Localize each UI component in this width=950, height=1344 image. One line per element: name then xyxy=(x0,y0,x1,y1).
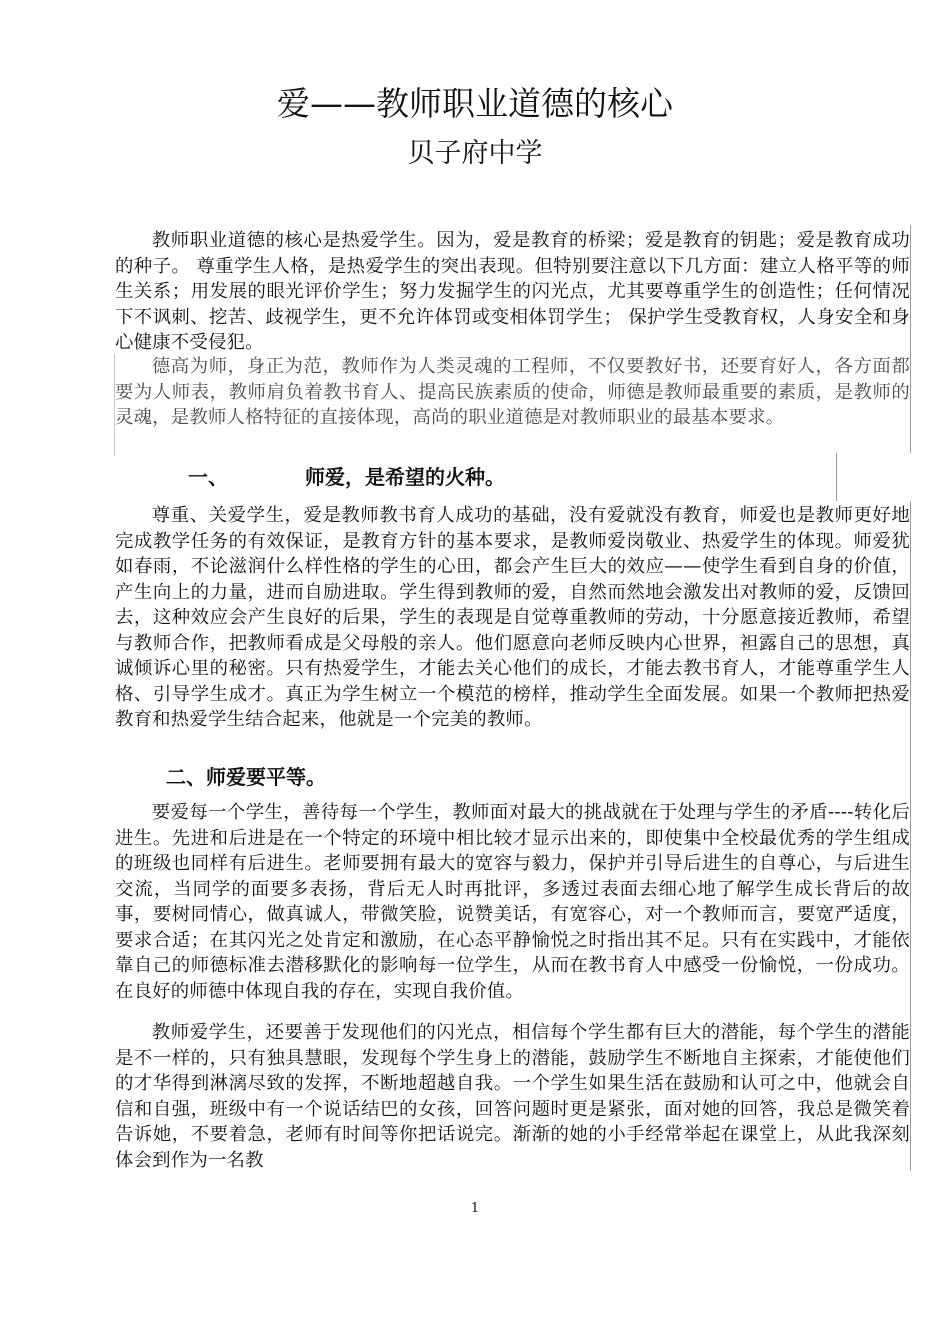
section-heading-2: 二、师爱要平等。 xyxy=(166,765,326,789)
paragraph-intro: 教师职业道德的核心是热爱学生。因为，爱是教育的桥梁；爱是教育的钥匙；爱是教育成功的种子。 尊重学生人格，是热爱学生的突出表现。但特别要注意以下几方面：建立人格平等的师生关系；用发展的眼光评价学生；努力发掘学生的闪光点，尤其要尊重学生的创造性；任何情况下不讽刺、挖苦、歧视学生，更不允许体罚或变相体罚学生； 保护学生受教育权，人身安全和身心健康不受侵犯。 xyxy=(115,230,910,353)
paragraph-potential: 教师爱学生，还要善于发现他们的闪光点，相信每个学生都有巨大的潜能，每个学生的潜能是不一样的，只有独具慧眼，发现每个学生身上的潜能，鼓励学生不断地自主探索，才能使他们的才华得到淋漓尽致的发挥，不断地超越自我。一个学生如果生活在鼓励和认可之中，他就会自信和自强，班级中有一个说话结巴的女孩，回答问题时更是紧张，面对她的回答，我总是微笑着告诉她，不要着急，老师有时间等你把话说完。渐渐的她的小手经常举起在课堂上，从此我深刻体会到作为一名教 xyxy=(115,1022,910,1171)
section-heading-1: 师爱，是希望的火种。 xyxy=(305,465,505,489)
margin-rule-right-top xyxy=(910,225,911,453)
paragraph-love: 尊重、关爱学生，爱是教师教书育人成功的基础，没有爱就没有教育，师爱也是教师更好地完成教学任务的有效保证，是教育方针的基本要求，是教师爱岗敬业、热爱学生的体现。师爱犹如春雨，不论滋润什么样性格的学生的心田，都会产生巨大的效应——使学生看到自身的价值，产生向上的力量，进而自励进取。学生得到教师的爱，自然而然地会激发出对教师的爱，反馈回去，这种效应会产生良好的后果，学生的表现是自觉尊重教师的劳动，十分愿意接近教师，希望与教师合作，把教师看成是父母般的亲人。他们愿意向老师反映内心世界，袒露自己的思想，真诚倾诉心里的秘密。只有热爱学生，才能去关心他们的成长，才能去教书育人，才能尊重学生人格、引导学生成才。真正为学生树立一个模范的榜样，推动学生全面发展。如果一个教师把热爱教育和热爱学生结合起来，他就是一个完美的教师。 xyxy=(115,505,910,730)
document-title: 爱——教师职业道德的核心 xyxy=(277,84,673,123)
paragraph-virtue: 德高为师，身正为范，教师作为人类灵魂的工程师，不仅要教好书，还要育好人，各方面都要为人师表，教师肩负着教书育人、提高民族素质的使命，师德是教师最重要的素质，是教师的灵魂，是教师人格特征的直接体现，高尚的职业道德是对教师职业的最基本要求。 xyxy=(115,356,910,428)
margin-rule-left xyxy=(114,354,115,456)
margin-rule-mid xyxy=(836,453,837,501)
page-number: 1 xyxy=(470,1201,480,1216)
paragraph-equality: 要爱每一个学生，善待每一个学生，教师面对最大的挑战就在于处理与学生的矛盾----转化后进生。先进和后进是在一个特定的环境中相比较才显示出来的，即使集中全校最优秀的学生组成的班级也同样有后进生。老师要拥有最大的宽容与毅力，保护并引导后进生的自尊心，与后进生交流，当同学的面要多表扬，背后无人时再批评，多透过表面去细心地了解学生成长背后的故事，要树同情心，做真诚人，带微笑脸，说赞美话，有宽容心，对一个教师而言，要宽严适度，要求合适；在其闪光之处肯定和激励，在心态平静愉悦之时指出其不足。只有在实践中，才能依靠自己的师德标准去潜移默化的影响每一位学生，从而在教书育人中感受一份愉悦，一份成功。在良好的师德中体现自我的存在，实现自我价值。 xyxy=(115,802,910,1002)
document-subtitle: 贝子府中学 xyxy=(407,138,543,169)
margin-rule-right-bottom xyxy=(910,501,911,1171)
section-heading-1-number: 一、 xyxy=(188,465,228,489)
